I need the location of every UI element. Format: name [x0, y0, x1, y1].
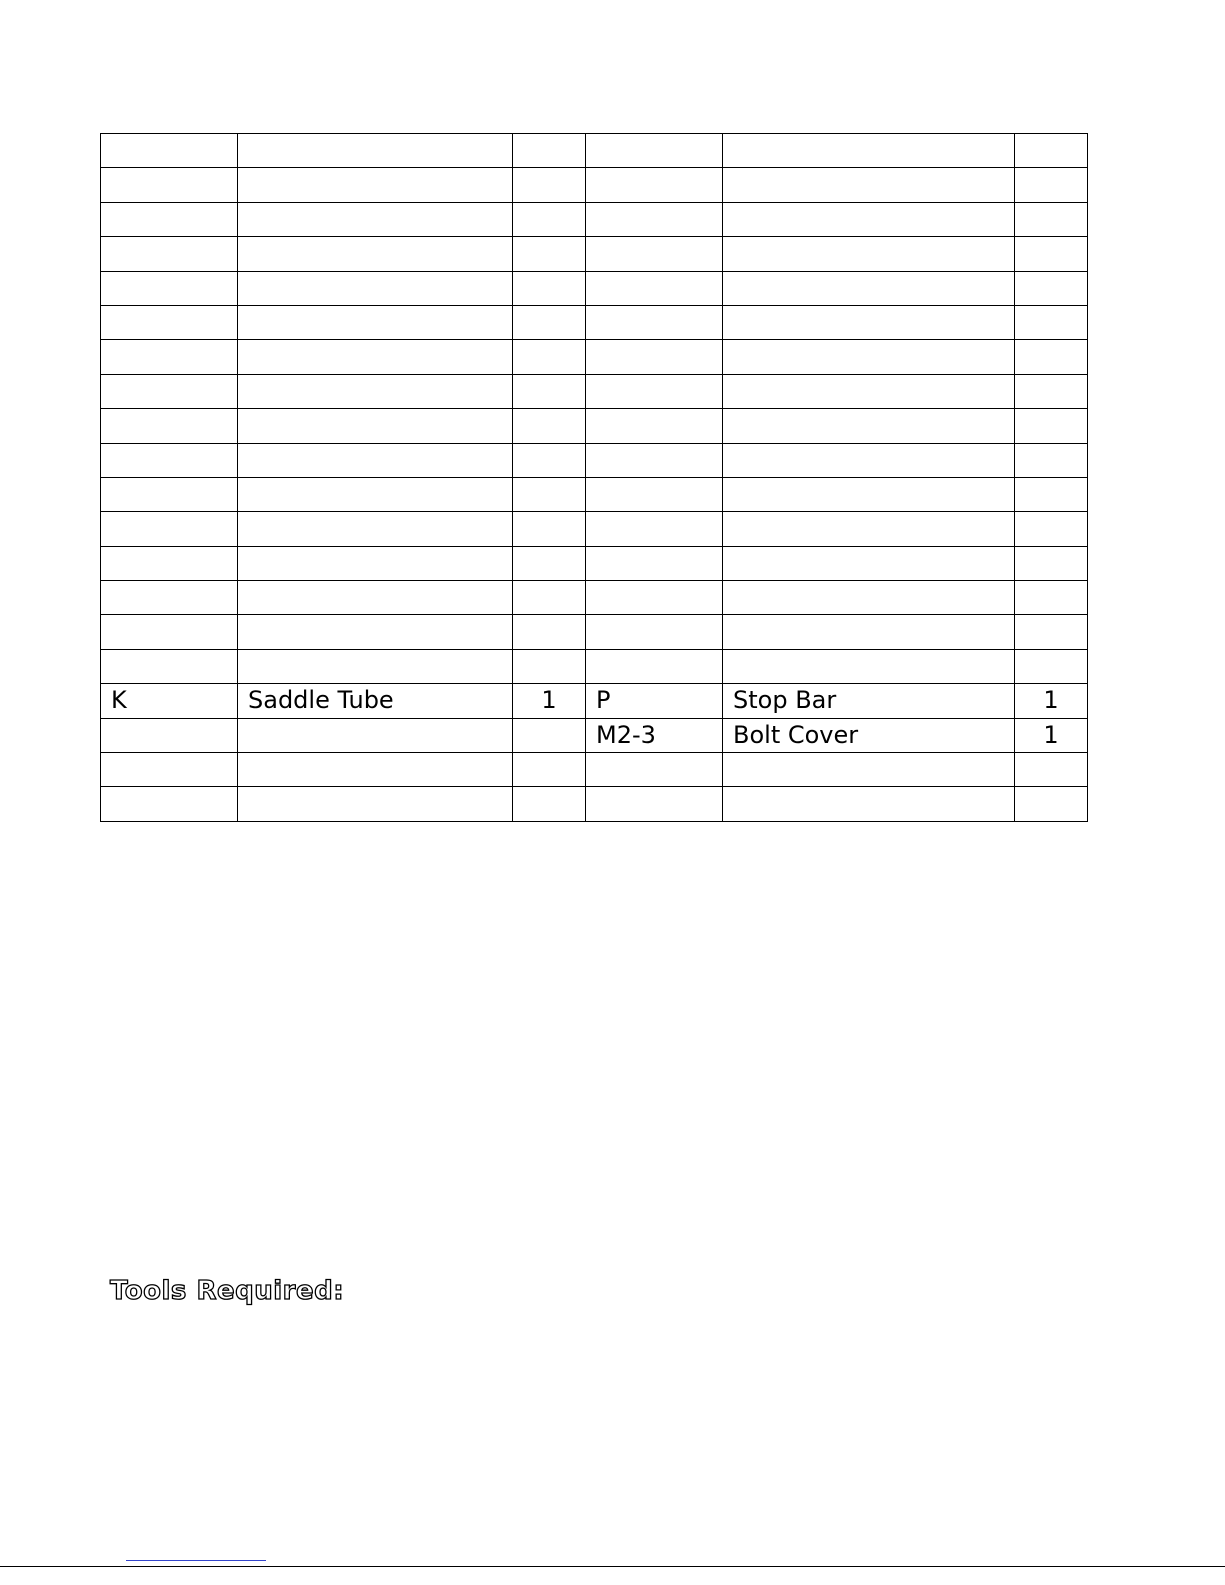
table-cell-part-qty: 1: [1015, 684, 1088, 718]
table-cell-part-code: [101, 202, 238, 236]
table-cell-part-code: [101, 271, 238, 305]
table-cell-part-qty: [1015, 581, 1088, 615]
table-cell-part-code: [586, 134, 723, 168]
table-cell-part-qty: [513, 202, 586, 236]
table-cell-part-description: [238, 134, 513, 168]
table-cell-part-qty: 1: [513, 684, 586, 718]
table-cell-part-description: [723, 305, 1015, 339]
table-cell-part-qty: [1015, 202, 1088, 236]
table-cell-part-qty: [513, 271, 586, 305]
table-cell-part-qty: [513, 649, 586, 683]
table-row: [101, 305, 1088, 339]
table-cell-part-qty: [513, 305, 586, 339]
table-cell-part-description: Stop Bar: [723, 684, 1015, 718]
table-cell-part-qty: [1015, 134, 1088, 168]
table-cell-part-qty: [513, 615, 586, 649]
table-cell-part-qty: [1015, 305, 1088, 339]
table-row: [101, 202, 1088, 236]
table-cell-part-description: [238, 615, 513, 649]
table-cell-part-qty: 1: [1015, 718, 1088, 752]
table-cell-part-qty: [1015, 237, 1088, 271]
table-cell-part-qty: [513, 546, 586, 580]
table-row: [101, 649, 1088, 683]
table-cell-part-qty: [513, 237, 586, 271]
table-cell-part-code: [586, 409, 723, 443]
table-cell-part-qty: [513, 374, 586, 408]
table-cell-part-description: [723, 615, 1015, 649]
table-cell-part-code: [101, 305, 238, 339]
table-cell-part-description: [723, 443, 1015, 477]
table-cell-part-description: [238, 305, 513, 339]
table-cell-part-description: [723, 271, 1015, 305]
table-cell-part-description: [723, 512, 1015, 546]
table-cell-part-description: [238, 512, 513, 546]
table-cell-part-description: [723, 409, 1015, 443]
table-cell-part-code: [586, 168, 723, 202]
table-cell-part-code: P: [586, 684, 723, 718]
table-row: [101, 237, 1088, 271]
table-row: [101, 340, 1088, 374]
parts-table-body: [101, 134, 1088, 822]
table-cell-part-qty: [1015, 271, 1088, 305]
table-cell-part-code: [101, 477, 238, 511]
table-cell-part-description: [238, 340, 513, 374]
table-cell-part-qty: [513, 477, 586, 511]
table-row: [101, 271, 1088, 305]
table-cell-part-code: [101, 753, 238, 787]
table-cell-part-description: Saddle Tube: [238, 684, 513, 718]
table-cell-part-qty: [1015, 477, 1088, 511]
table-cell-part-qty: [1015, 546, 1088, 580]
table-cell-part-code: [101, 134, 238, 168]
table-cell-part-code: [101, 409, 238, 443]
table-cell-part-qty: [1015, 753, 1088, 787]
table-cell-part-description: [723, 753, 1015, 787]
table-cell-part-code: [586, 477, 723, 511]
parts-table: [100, 133, 1088, 822]
table-cell-part-qty: [1015, 649, 1088, 683]
table-cell-part-qty: [1015, 615, 1088, 649]
table-cell-part-qty: [513, 512, 586, 546]
table-cell-part-code: [586, 237, 723, 271]
table-cell-part-description: [723, 581, 1015, 615]
table-row: [101, 615, 1088, 649]
table-cell-part-code: [586, 649, 723, 683]
table-cell-part-code: M2-3: [586, 718, 723, 752]
table-cell-part-description: [238, 202, 513, 236]
table-cell-part-description: [238, 409, 513, 443]
table-row: [101, 374, 1088, 408]
table-cell-part-description: [238, 546, 513, 580]
table-cell-part-description: [238, 649, 513, 683]
table-cell-part-code: [586, 581, 723, 615]
table-cell-part-code: [586, 753, 723, 787]
table-row: [101, 546, 1088, 580]
table-cell-part-code: [101, 168, 238, 202]
table-cell-part-qty: [513, 134, 586, 168]
table-cell-part-description: [238, 581, 513, 615]
table-cell-part-qty: [513, 168, 586, 202]
table-cell-part-description: [238, 237, 513, 271]
table-cell-part-qty: [1015, 443, 1088, 477]
table-row: [101, 787, 1088, 821]
table-cell-part-code: [101, 787, 238, 821]
table-cell-part-description: [238, 753, 513, 787]
table-cell-part-code: [586, 512, 723, 546]
table-cell-part-code: [101, 615, 238, 649]
table-cell-part-code: [586, 340, 723, 374]
table-cell-part-code: [101, 443, 238, 477]
table-cell-part-qty: [1015, 512, 1088, 546]
table-cell-part-description: [723, 477, 1015, 511]
table-row: [101, 477, 1088, 511]
table-cell-part-qty: [513, 581, 586, 615]
footer-divider: [0, 1566, 1225, 1567]
table-cell-part-description: [723, 168, 1015, 202]
table-cell-part-code: [101, 581, 238, 615]
table-cell-part-description: [723, 649, 1015, 683]
tools-required-heading: Tools Required:: [110, 1276, 345, 1306]
table-cell-part-description: [238, 168, 513, 202]
table-cell-part-code: [101, 512, 238, 546]
table-cell-part-description: [238, 787, 513, 821]
table-cell-part-description: [238, 271, 513, 305]
table-row: [101, 581, 1088, 615]
table-row: [101, 168, 1088, 202]
table-cell-part-code: [101, 718, 238, 752]
table-cell-part-code: K: [101, 684, 238, 718]
table-cell-part-code: [586, 305, 723, 339]
table-cell-part-description: Bolt Cover: [723, 718, 1015, 752]
table-row: [101, 512, 1088, 546]
table-cell-part-code: [586, 546, 723, 580]
table-row: [101, 753, 1088, 787]
table-row: [101, 718, 1088, 752]
table-cell-part-description: [723, 374, 1015, 408]
table-cell-part-qty: [1015, 374, 1088, 408]
table-cell-part-code: [586, 202, 723, 236]
table-cell-part-code: [101, 649, 238, 683]
table-cell-part-qty: [513, 787, 586, 821]
table-cell-part-code: [586, 787, 723, 821]
table-cell-part-code: [101, 374, 238, 408]
table-cell-part-description: [723, 202, 1015, 236]
table-cell-part-code: [586, 374, 723, 408]
table-cell-part-description: [238, 443, 513, 477]
table-cell-part-qty: [1015, 168, 1088, 202]
table-cell-part-description: [238, 477, 513, 511]
table-row: [101, 443, 1088, 477]
table-cell-part-qty: [1015, 340, 1088, 374]
table-cell-part-qty: [513, 753, 586, 787]
table-cell-part-description: [723, 134, 1015, 168]
table-cell-part-code: [586, 615, 723, 649]
table-row: [101, 134, 1088, 168]
table-cell-part-qty: [1015, 787, 1088, 821]
table-cell-part-description: [723, 237, 1015, 271]
table-cell-part-description: [238, 374, 513, 408]
table-cell-part-code: [586, 271, 723, 305]
table-cell-part-qty: [513, 718, 586, 752]
table-cell-part-description: [238, 718, 513, 752]
table-cell-part-description: [723, 787, 1015, 821]
footer-link-underline[interactable]: [126, 1560, 266, 1561]
table-cell-part-description: [723, 546, 1015, 580]
table-cell-part-qty: [513, 443, 586, 477]
table-cell-part-code: [101, 237, 238, 271]
table-cell-part-code: [586, 443, 723, 477]
table-cell-part-code: [101, 546, 238, 580]
table-cell-part-qty: [1015, 409, 1088, 443]
table-cell-part-description: [723, 340, 1015, 374]
table-cell-part-qty: [513, 340, 586, 374]
table-cell-part-code: [101, 340, 238, 374]
table-row: [101, 409, 1088, 443]
table-row: [101, 684, 1088, 718]
table-cell-part-qty: [513, 409, 586, 443]
